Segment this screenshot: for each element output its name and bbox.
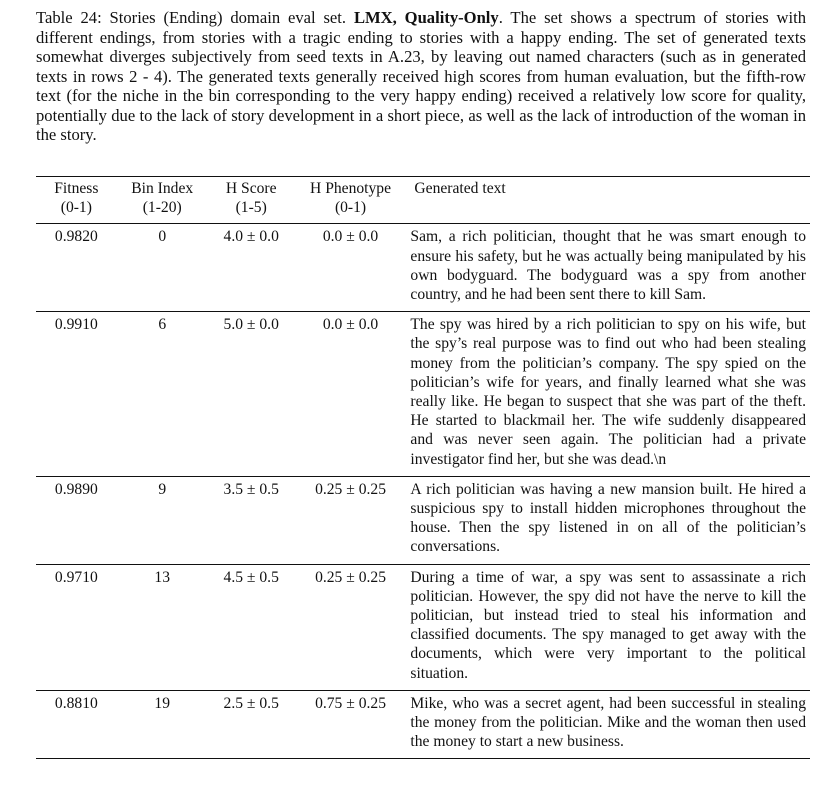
cell-generated-text: The spy was hired by a rich politician to spy on his wife, but the spy’s real purpose was to find out who had been stealing money from the politician’s company. The spy spied on the politician’s wife for years, and finally learned what she was really like. He began to suspect that she was part of the theft. He started to blackmail her. The wife suddenly disappeared and was never seen again. The politician had a private investigator find her, but she was dead.\n xyxy=(410,316,806,468)
header-generated-text xyxy=(406,177,810,224)
cell-fitness: 0.9910 xyxy=(54,316,98,334)
caption-label: Table 24: Stories (Ending) domain eval set. xyxy=(36,8,347,27)
header-bin-index xyxy=(117,177,208,224)
results-table xyxy=(36,176,810,759)
cell-generated-text: A rich politician was having a new mansion built. He hired a suspicious spy to install hidden microphones throughout the house. Then the spy listened in on all of the politician’s conversations. xyxy=(410,480,806,556)
header-h-phenotype-range: (0-1) xyxy=(334,199,367,217)
table-body xyxy=(36,224,810,759)
cell-h-phenotype: 0.0 ± 0.0 xyxy=(322,316,379,334)
cell-fitness: 0.8810 xyxy=(54,694,98,712)
cell-fitness: 0.9820 xyxy=(54,228,98,246)
table-caption xyxy=(36,8,806,145)
cell-h-score: 4.0 ± 0.0 xyxy=(223,228,279,246)
caption-method: LMX, Quality-Only xyxy=(353,8,499,27)
cell-h-phenotype: 0.25 ± 0.25 xyxy=(315,568,386,586)
table-header xyxy=(36,177,810,224)
header-generated-text-label: Generated text xyxy=(414,180,506,197)
cell-h-score: 2.5 ± 0.5 xyxy=(223,694,279,712)
table-row xyxy=(36,690,810,759)
cell-generated-text: During a time of war, a spy was sent to assassinate a rich politician. However, the spy did not have the nerve to kill the politician, but instead tried to steal his information and classified documents. The spy managed to get away with the documents, which were very important to the political situation. xyxy=(410,568,806,682)
header-h-score-label: H Score xyxy=(225,180,277,197)
cell-generated-text: Sam, a rich politician, thought that he was smart enough to ensure his safety, but he was actually being manipulated by his own bodyguard. The bodyguard was a spy from another country, and he had been sent there to kill Sam. xyxy=(410,228,806,304)
header-h-phenotype xyxy=(295,177,407,224)
cell-h-phenotype: 0.0 ± 0.0 xyxy=(322,228,379,246)
header-fitness-range: (0-1) xyxy=(60,199,92,217)
cell-fitness: 0.9710 xyxy=(54,568,98,586)
caption-description: . The set shows a spectrum of stories with different endings, from stories with a tragic ending to stories with a happy ending. The set of generated texts somewhat diverges subjectively from seed texts in A.23, by leaving out named characters (such as in generated texts in rows 2 - 4). The generated texts generally received high scores from human evaluation, but the fifth-row text (for the niche in the bin corresponding to the very happy ending) received a relatively low score for quality, potentially due to the lack of story development in a short piece, as well as the lack of introduction of the woman in the story. xyxy=(36,8,807,144)
header-fitness xyxy=(36,177,117,224)
cell-h-phenotype: 0.25 ± 0.25 xyxy=(315,480,386,498)
cell-bin-index: 6 xyxy=(158,316,167,334)
table-row xyxy=(36,564,810,690)
header-bin-range: (1-20) xyxy=(142,199,182,217)
table-row xyxy=(36,476,810,564)
cell-fitness: 0.9890 xyxy=(54,480,98,498)
cell-bin-index: 9 xyxy=(158,480,167,498)
cell-bin-index: 13 xyxy=(154,568,171,586)
cell-h-score: 5.0 ± 0.0 xyxy=(223,316,279,334)
cell-bin-index: 19 xyxy=(154,694,171,712)
header-h-phenotype-label: H Phenotype xyxy=(310,180,392,197)
cell-h-score: 4.5 ± 0.5 xyxy=(223,568,279,586)
header-h-score xyxy=(208,177,295,224)
header-h-score-range: (1-5) xyxy=(235,199,267,217)
cell-bin-index: 0 xyxy=(158,228,167,246)
header-bin-label: Bin Index xyxy=(131,180,194,197)
table-row xyxy=(36,224,810,312)
header-fitness-label: Fitness xyxy=(54,180,99,197)
cell-generated-text: Mike, who was a secret agent, had been successful in stealing the money from the politician. Mike and the woman then used the money to start a new business. xyxy=(410,694,806,751)
cell-h-phenotype: 0.75 ± 0.25 xyxy=(315,694,386,712)
header-row xyxy=(36,177,810,224)
table-row xyxy=(36,312,810,477)
cell-h-score: 3.5 ± 0.5 xyxy=(223,480,279,498)
